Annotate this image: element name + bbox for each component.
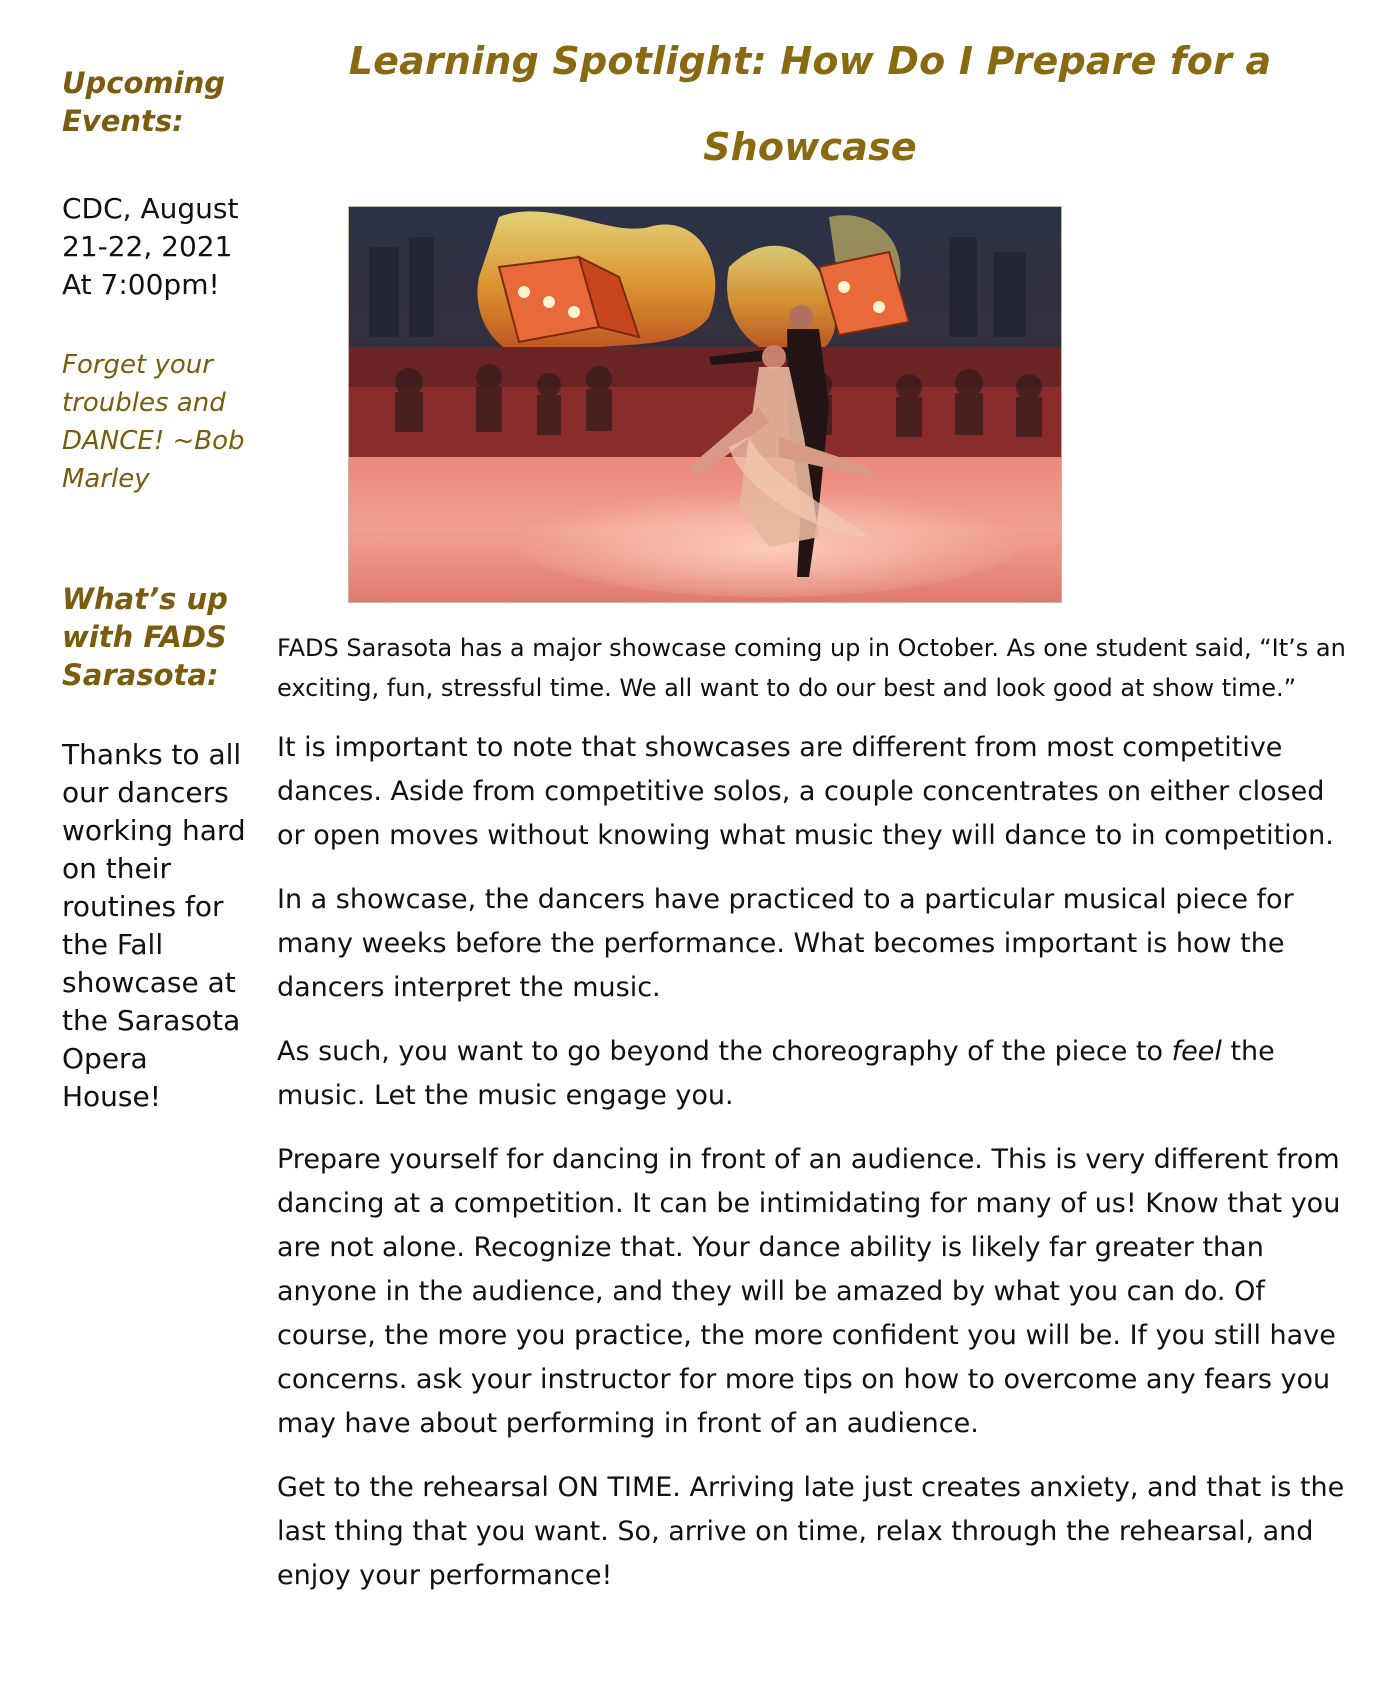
paragraph-3-emphasis: feel: [1171, 1036, 1222, 1067]
paragraph-3-part-2: the music. Let the music engage you.: [277, 1036, 1275, 1111]
thanks-line: Thanks to all: [62, 738, 242, 771]
event-line: CDC, August: [62, 192, 239, 225]
fads-heading-line: Sarasota:: [62, 658, 219, 692]
paragraph-2: In a showcase, the dancers have practiced to a particular musical piece for many weeks before the performance. What becomes important is how the dancers interpret the music.: [277, 884, 1294, 1003]
quote-line: Marley: [62, 464, 150, 494]
paragraph-3-part-1: As such, you want to go beyond the choreography of the piece to: [277, 1036, 1172, 1067]
title-line-1-text: Learning Spotlight: How Do I Prepare for a Showcase: [348, 39, 1272, 169]
quote-line: troubles and: [62, 388, 226, 418]
quote-line: Forget your: [62, 350, 213, 380]
thanks-line: Opera: [62, 1042, 148, 1075]
intro-paragraph: FADS Sarasota has a major showcase coming up in October. As one student said, “It’s an exciting, fun, stressful time. We all want to do our best and look good at show time.”: [277, 634, 1346, 702]
quote-line: DANCE! ~Bob: [62, 426, 245, 456]
paragraph-3: [277, 1030, 1357, 1118]
thanks-line: House!: [62, 1080, 161, 1113]
sidebar: [62, 64, 252, 1116]
event-info: [62, 190, 252, 304]
thanks-line: our dancers: [62, 776, 229, 809]
event-line: At 7:00pm!: [62, 268, 220, 301]
thanks-line: the Fall: [62, 928, 164, 961]
dance-photo: [348, 206, 1062, 603]
paragraph-5: Get to the rehearsal ON TIME. Arriving late just creates anxiety, and that is the last thing that you want. So, arrive on time, relax through the rehearsal, and enjoy your performance!: [277, 1472, 1345, 1591]
fads-heading-line: with FADS: [62, 620, 227, 654]
thanks-line: showcase at: [62, 966, 236, 999]
events-heading: Upcoming Events:: [62, 66, 225, 138]
paragraph-1: It is important to note that showcases are different from most competitive dances. Aside from competitive solos, a couple concentrates on either closed or open moves without knowing what music they will dance to in competition.: [277, 732, 1334, 851]
thanks-line: on their: [62, 852, 172, 885]
thanks-line: working hard: [62, 814, 246, 847]
quote: [62, 346, 252, 498]
thanks-line: routines for: [62, 890, 224, 923]
thanks-note: [62, 736, 252, 1116]
event-line: 21-22, 2021: [62, 230, 233, 263]
fads-heading: [62, 580, 252, 694]
title-line-1: [260, 18, 1360, 190]
paragraph-4: Prepare yourself for dancing in front of an audience. This is very different from dancing at a competition. It can be intimidating for many of us! Know that you are not alone. Recognize that. Your dance ability is likely far greater than anyone in the audience, and they will be amazed by what you can do. Of course, the more you practice, the more confident you will be. If you still have concerns. ask your instructor for more tips on how to overcome any fears you may have about performing in front of an audience.: [277, 1144, 1341, 1439]
fads-heading-line: What’s up: [62, 582, 228, 616]
article-body: [277, 628, 1357, 1618]
thanks-line: the Sarasota: [62, 1004, 241, 1037]
